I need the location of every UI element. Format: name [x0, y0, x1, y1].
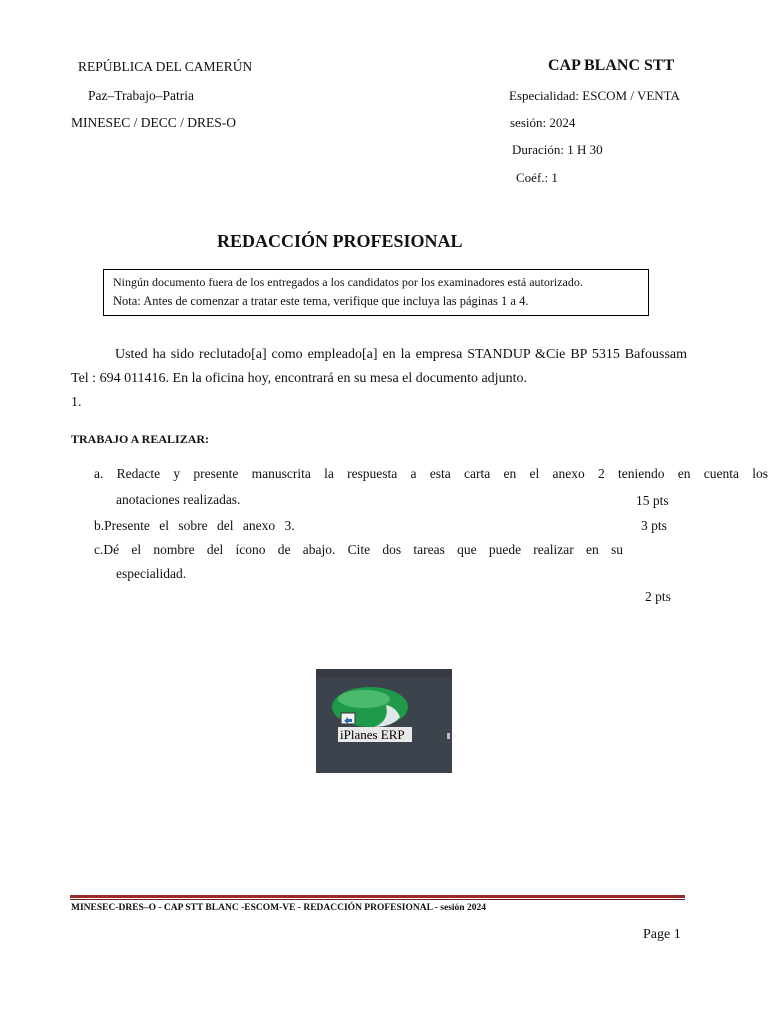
footer-rule-thin: [70, 899, 685, 900]
erp-app-icon: [316, 669, 452, 773]
notice-box: [103, 269, 649, 316]
duration-line: Duración: 1 H 30: [512, 142, 603, 157]
specialty-line: Especialidad: ESCOM / VENTA: [509, 88, 680, 103]
task-a-points: 15 pts: [636, 493, 669, 508]
tasks-heading: TRABAJO A REALIZAR:: [71, 432, 210, 446]
task-c-points: 2 pts: [645, 589, 671, 604]
notice-line-1: Ningún documento fuera de los entregados a los candidatos por los examinadores está autorizado.: [113, 275, 583, 289]
session-line: sesión: 2024: [510, 115, 576, 130]
task-c-line-2: especialidad.: [116, 566, 187, 581]
subject-title: REDACCIÓN PROFESIONAL: [217, 231, 463, 251]
task-c-line-1: c.Dé el nombre del ícono de abajo. Cite dos tareas que puede realizar en su: [94, 542, 623, 557]
country-name: REPÚBLICA DEL CAMERÚN: [78, 59, 253, 74]
ministry-line: MINESEC / DECC / DRES-O: [71, 115, 237, 130]
task-b-points: 3 pts: [641, 518, 667, 533]
intro-text: Usted ha sido reclutado[a] como empleado[a] en la empresa STANDUP &Cie BP 5315 Bafoussam Tel : 694 011416. En la oficina hoy, encontrará en su mesa el documento adjunto.: [71, 347, 687, 386]
erp-icon-label: iPlanes ERP: [340, 727, 405, 742]
task-a-line-1: a. Redacte y presente manuscrita la respuesta a esta carta en el anexo 2 teniendo en cuenta los: [94, 466, 768, 481]
page-number: Page 1: [643, 927, 681, 942]
task-a-line-2: anotaciones realizadas.: [116, 492, 241, 507]
coefficient-line: Coéf.: 1: [516, 170, 558, 185]
intro-reference: 1.: [71, 395, 82, 410]
footer-text: MINESEC-DRES–O - CAP STT BLANC -ESCOM-VE - REDACCIÓN PROFESIONAL - sesión 2024: [71, 903, 486, 913]
intro-paragraph: [71, 343, 687, 415]
footer-rule: [70, 895, 685, 898]
country-motto: Paz–Trabajo–Patria: [88, 88, 194, 103]
exam-title: CAP BLANC STT: [548, 57, 675, 74]
erp-icon-screenshot: [316, 669, 452, 773]
notice-line-2: Nota: Antes de comenzar a tratar este tema, verifique que incluya las páginas 1 a 4.: [113, 294, 529, 308]
task-b-text: b.Presente el sobre del anexo 3.: [94, 518, 295, 533]
